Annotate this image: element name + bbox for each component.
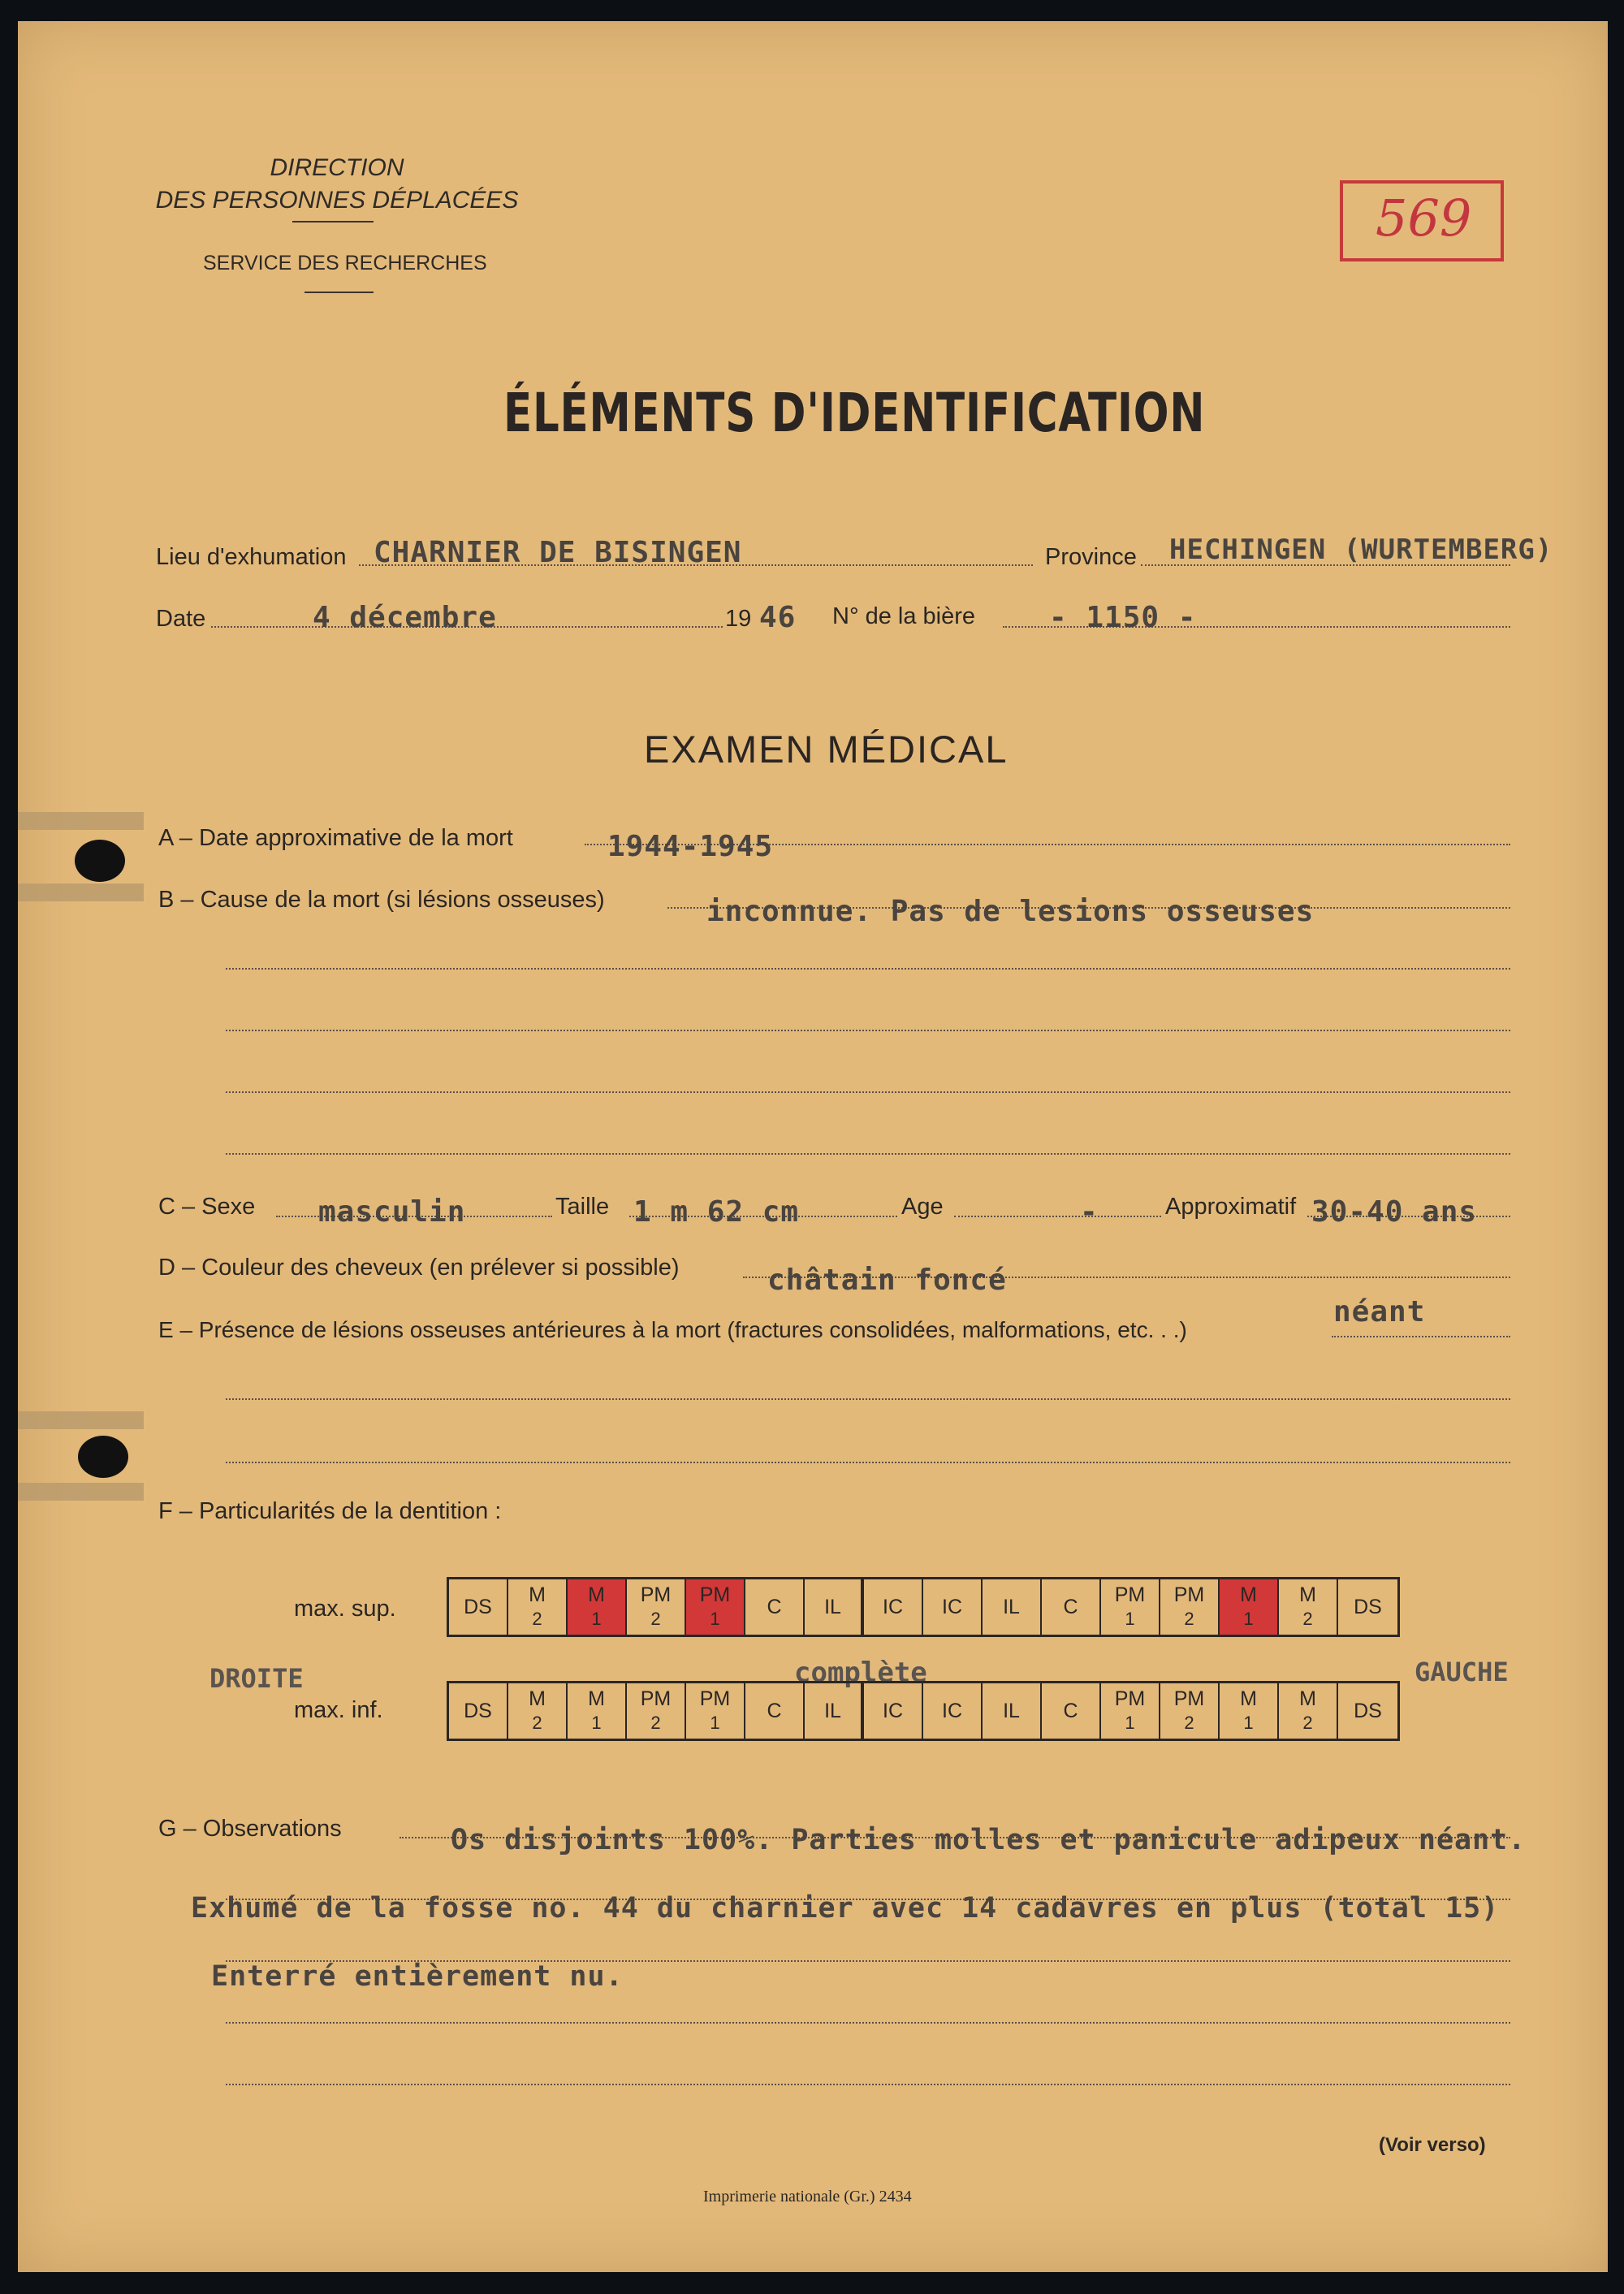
lower-tooth: [745, 1683, 805, 1739]
lower-tooth: [686, 1683, 745, 1739]
tooth-number: 2: [532, 1609, 542, 1629]
upper-tooth: [923, 1579, 983, 1635]
blank-line: [226, 968, 1510, 970]
biere-label: N° de la bière: [832, 603, 976, 629]
tooth-number: 2: [1302, 1609, 1313, 1629]
tooth-type: M: [1240, 1687, 1257, 1710]
header-divider: [304, 292, 374, 293]
upper-tooth: [805, 1579, 864, 1635]
tooth-number: 1: [591, 1609, 602, 1629]
upper-tooth: [1279, 1579, 1338, 1635]
tooth-type: PM: [699, 1583, 731, 1606]
tooth-type: IC: [883, 1596, 903, 1618]
punch-hole: [78, 1436, 128, 1478]
tooth-number: 2: [650, 1713, 661, 1733]
age-label: Age: [901, 1194, 944, 1220]
lower-tooth: [449, 1683, 508, 1739]
droite-label: DROITE: [209, 1663, 304, 1694]
document-page: [18, 21, 1608, 2272]
tooth-type: PM: [640, 1687, 672, 1710]
upper-tooth: [1042, 1579, 1101, 1635]
tooth-type: DS: [1354, 1596, 1382, 1618]
blank-line: [226, 1462, 1510, 1463]
lower-tooth: [864, 1683, 923, 1739]
tooth-type: IC: [942, 1596, 962, 1618]
tooth-number: 1: [1243, 1713, 1254, 1733]
tooth-number: 2: [1184, 1609, 1194, 1629]
binder-strip: [18, 812, 144, 830]
lower-tooth: [1220, 1683, 1279, 1739]
tooth-type: PM: [1114, 1583, 1146, 1606]
observation-line-1: Os disjoints 100%. Parties molles et panicule adipeux néant.: [451, 1824, 1527, 1856]
tooth-type: C: [1063, 1596, 1078, 1618]
header-department: DES PERSONNES DÉPLACÉES: [155, 187, 519, 214]
tooth-number: 2: [532, 1713, 542, 1733]
field-e-value: néant: [1333, 1295, 1426, 1328]
tooth-type: M: [1299, 1583, 1316, 1606]
upper-tooth: [1101, 1579, 1160, 1635]
field-b-label: B – Cause de la mort (si lésions osseuses): [158, 887, 605, 913]
upper-tooth: [627, 1579, 686, 1635]
field-c-value: masculin: [318, 1195, 466, 1229]
lower-tooth: [1338, 1683, 1397, 1739]
header-direction: DIRECTION: [270, 154, 404, 181]
upper-tooth: [1338, 1579, 1397, 1635]
lower-tooth: [923, 1683, 983, 1739]
age-line: [954, 1216, 1161, 1217]
year-suffix: 46: [759, 601, 797, 634]
field-c-label: C – Sexe: [158, 1194, 256, 1220]
tooth-type: IC: [942, 1700, 962, 1722]
upper-tooth: [983, 1579, 1042, 1635]
tooth-number: 1: [1125, 1609, 1135, 1629]
blank-line: [226, 1398, 1510, 1400]
lower-tooth: [1160, 1683, 1220, 1739]
upper-tooth: [449, 1579, 508, 1635]
upper-teeth-chart: [447, 1577, 1400, 1637]
lower-tooth: [508, 1683, 568, 1739]
tooth-type: PM: [699, 1687, 731, 1710]
age-value: -: [1080, 1195, 1099, 1229]
blank-line: [226, 2084, 1510, 2085]
tooth-type: M: [588, 1687, 605, 1710]
blank-line: [226, 1091, 1510, 1093]
field-d-label: D – Couleur des cheveux (en prélever si possible): [158, 1255, 680, 1281]
tooth-type: IC: [883, 1700, 903, 1722]
binder-strip: [18, 883, 144, 901]
gauche-label: GAUCHE: [1415, 1657, 1509, 1687]
upper-tooth: [686, 1579, 745, 1635]
upper-tooth: [1160, 1579, 1220, 1635]
tooth-type: M: [588, 1583, 605, 1606]
tooth-type: PM: [1173, 1583, 1205, 1606]
field-g-label: G – Observations: [158, 1816, 342, 1842]
lower-teeth-chart: [447, 1681, 1400, 1741]
tooth-type: DS: [464, 1596, 492, 1618]
blank-line: [226, 1153, 1510, 1155]
tooth-type: M: [1240, 1583, 1257, 1606]
header-divider: [292, 221, 374, 222]
tooth-type: M: [529, 1583, 546, 1606]
binder-strip: [18, 1411, 144, 1429]
tooth-type: IL: [824, 1596, 841, 1618]
lieu-label: Lieu d'exhumation: [156, 544, 347, 570]
tooth-type: PM: [1173, 1687, 1205, 1710]
upper-tooth: [568, 1579, 627, 1635]
lower-tooth: [1042, 1683, 1101, 1739]
field-e-line: [1332, 1336, 1510, 1337]
biere-value: - 1150 -: [1049, 601, 1197, 634]
complete-note: complète: [794, 1657, 927, 1689]
document-title: ÉLÉMENTS D'IDENTIFICATION: [503, 382, 1206, 444]
max-inf-label: max. inf.: [294, 1697, 383, 1723]
field-d-value: châtain foncé: [767, 1264, 1007, 1297]
tooth-type: PM: [1114, 1687, 1146, 1710]
tooth-type: C: [767, 1596, 782, 1618]
upper-tooth: [745, 1579, 805, 1635]
lower-tooth: [627, 1683, 686, 1739]
tooth-number: 1: [710, 1609, 720, 1629]
header-service: SERVICE DES RECHERCHES: [203, 252, 487, 274]
taille-label: Taille: [555, 1194, 610, 1220]
year-prefix: 19: [725, 606, 752, 632]
tooth-type: M: [529, 1687, 546, 1710]
upper-tooth: [1220, 1579, 1279, 1635]
stamp-number: 569: [1376, 188, 1472, 248]
tooth-type: M: [1299, 1687, 1316, 1710]
tooth-type: DS: [1354, 1700, 1382, 1722]
date-value: 4 décembre: [313, 601, 497, 634]
field-b-value: inconnue. Pas de lesions osseuses: [706, 895, 1315, 928]
tooth-number: 2: [1302, 1713, 1313, 1733]
lower-tooth: [1279, 1683, 1338, 1739]
upper-tooth: [508, 1579, 568, 1635]
upper-tooth: [864, 1579, 923, 1635]
approx-value: 30-40 ans: [1311, 1195, 1478, 1229]
lieu-value: CHARNIER DE BISINGEN: [374, 536, 742, 569]
field-a-value: 1944-1945: [607, 830, 774, 863]
tooth-type: IL: [824, 1700, 841, 1722]
tooth-type: DS: [464, 1700, 492, 1722]
tooth-number: 1: [1243, 1609, 1254, 1629]
tooth-type: IL: [1003, 1596, 1020, 1618]
lower-tooth: [983, 1683, 1042, 1739]
tooth-type: C: [1063, 1700, 1078, 1722]
tooth-type: PM: [640, 1583, 672, 1606]
field-e-label: E – Présence de lésions osseuses antérieures à la mort (fractures consolidées, malformations, etc. . .): [158, 1317, 1187, 1342]
tooth-number: 1: [1125, 1713, 1135, 1733]
tooth-type: C: [767, 1700, 782, 1722]
tooth-number: 1: [710, 1713, 720, 1733]
tooth-type: IL: [1003, 1700, 1020, 1722]
taille-value: 1 m 62 cm: [633, 1195, 800, 1229]
binder-strip: [18, 1483, 144, 1501]
voir-verso: (Voir verso): [1379, 2134, 1486, 2156]
date-label: Date: [156, 606, 206, 632]
province-label: Province: [1045, 544, 1137, 570]
field-f-label: F – Particularités de la dentition :: [158, 1498, 502, 1524]
tooth-number: 1: [591, 1713, 602, 1733]
lower-tooth: [568, 1683, 627, 1739]
field-a-label: A – Date approximative de la mort: [158, 825, 513, 851]
section-title: EXAMEN MÉDICAL: [644, 728, 1009, 771]
tooth-number: 2: [650, 1609, 661, 1629]
punch-hole: [75, 840, 125, 882]
blank-line: [226, 1030, 1510, 1031]
approx-label: Approximatif: [1165, 1194, 1297, 1220]
observation-line-2: Exhumé de la fosse no. 44 du charnier avec 14 cadavres en plus (total 15): [191, 1892, 1500, 1925]
file-number-stamp: [1340, 180, 1504, 261]
tooth-number: 2: [1184, 1713, 1194, 1733]
observation-line-3: Enterré entièrement nu.: [211, 1960, 624, 1993]
max-sup-label: max. sup.: [294, 1596, 396, 1622]
lower-tooth: [805, 1683, 864, 1739]
blank-line: [226, 2022, 1510, 2024]
printer-imprint: Imprimerie nationale (Gr.) 2434: [703, 2188, 912, 2205]
lower-tooth: [1101, 1683, 1160, 1739]
province-value: HECHINGEN (WURTEMBERG): [1169, 534, 1553, 566]
